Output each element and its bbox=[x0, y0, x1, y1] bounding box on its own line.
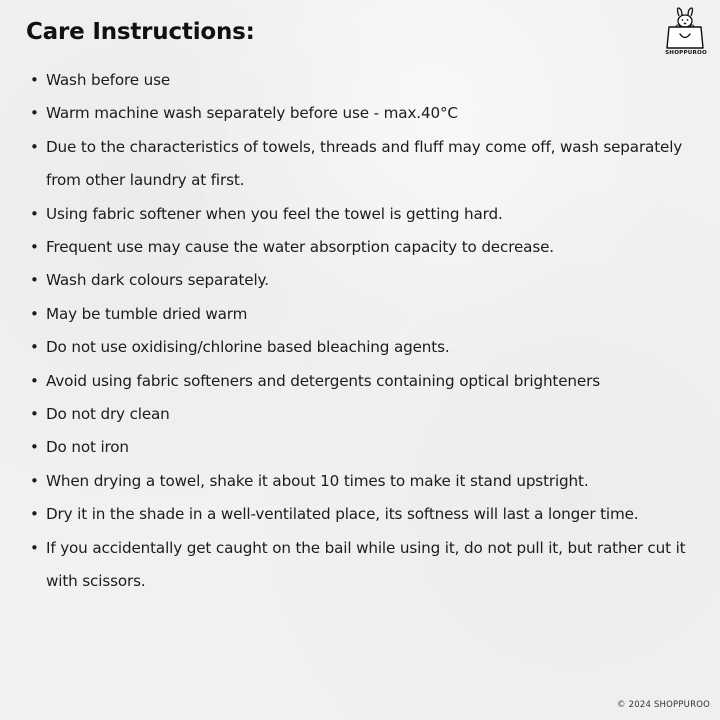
instruction-text: May be tumble dried warm bbox=[46, 304, 248, 323]
list-item bbox=[30, 465, 695, 498]
list-item bbox=[30, 64, 695, 97]
brand-logo-text: SHOPPUROO bbox=[665, 50, 707, 56]
list-item bbox=[30, 532, 695, 599]
list-item bbox=[30, 431, 695, 464]
instruction-text: When drying a towel, shake it about 10 times to make it stand upstright. bbox=[46, 471, 589, 490]
bullet: • bbox=[30, 71, 39, 89]
instruction-text: Frequent use may cause the water absorption capacity to decrease. bbox=[46, 238, 554, 257]
list-item bbox=[30, 298, 695, 331]
instruction-text: If you accidentally get caught on the bail while using it, do not pull it, but rather cut it with scissors. bbox=[46, 538, 686, 591]
bullet: • bbox=[30, 471, 39, 490]
page-title: Care Instructions: bbox=[26, 19, 255, 45]
bullet: • bbox=[30, 338, 39, 357]
instruction-text: Wash before use bbox=[46, 71, 171, 89]
brand-logo bbox=[661, 4, 711, 64]
instruction-text: Using fabric softener when you feel the towel is getting hard. bbox=[46, 204, 503, 223]
instruction-text: Due to the characteristics of towels, threads and fluff may come off, wash separately from other laundry at first. bbox=[46, 137, 683, 190]
instruction-text: Do not use oxidising/chlorine based bleaching agents. bbox=[46, 338, 450, 357]
kangaroo-bag-icon bbox=[661, 4, 711, 50]
bullet: • bbox=[30, 438, 39, 457]
bullet: • bbox=[30, 371, 39, 390]
bullet: • bbox=[30, 204, 39, 223]
list-item bbox=[30, 398, 695, 431]
bullet: • bbox=[30, 137, 39, 156]
list-item bbox=[30, 131, 695, 198]
instruction-text: Do not iron bbox=[46, 438, 129, 457]
bullet: • bbox=[30, 505, 39, 524]
list-item bbox=[30, 365, 695, 398]
bullet: • bbox=[30, 271, 39, 290]
instruction-text: Wash dark colours separately. bbox=[46, 271, 269, 290]
bullet: • bbox=[30, 405, 39, 424]
bullet: • bbox=[30, 538, 39, 557]
instruction-text: Do not dry clean bbox=[46, 405, 170, 424]
copyright-footer: © 2024 SHOPPUROO bbox=[617, 700, 710, 710]
care-instructions-list bbox=[30, 64, 695, 599]
bullet: • bbox=[30, 304, 39, 323]
bullet: • bbox=[30, 238, 39, 257]
list-item bbox=[30, 498, 695, 531]
instruction-text: Warm machine wash separately before use - max.40°C bbox=[46, 104, 458, 123]
list-item bbox=[30, 198, 695, 231]
list-item bbox=[30, 231, 695, 264]
instruction-text: Dry it in the shade in a well-ventilated place, its softness will last a longer time. bbox=[46, 505, 639, 524]
instruction-text: Avoid using fabric softeners and detergents containing optical brighteners bbox=[46, 371, 600, 390]
list-item bbox=[30, 331, 695, 364]
list-item bbox=[30, 264, 695, 297]
list-item bbox=[30, 97, 695, 130]
bullet: • bbox=[30, 104, 39, 123]
